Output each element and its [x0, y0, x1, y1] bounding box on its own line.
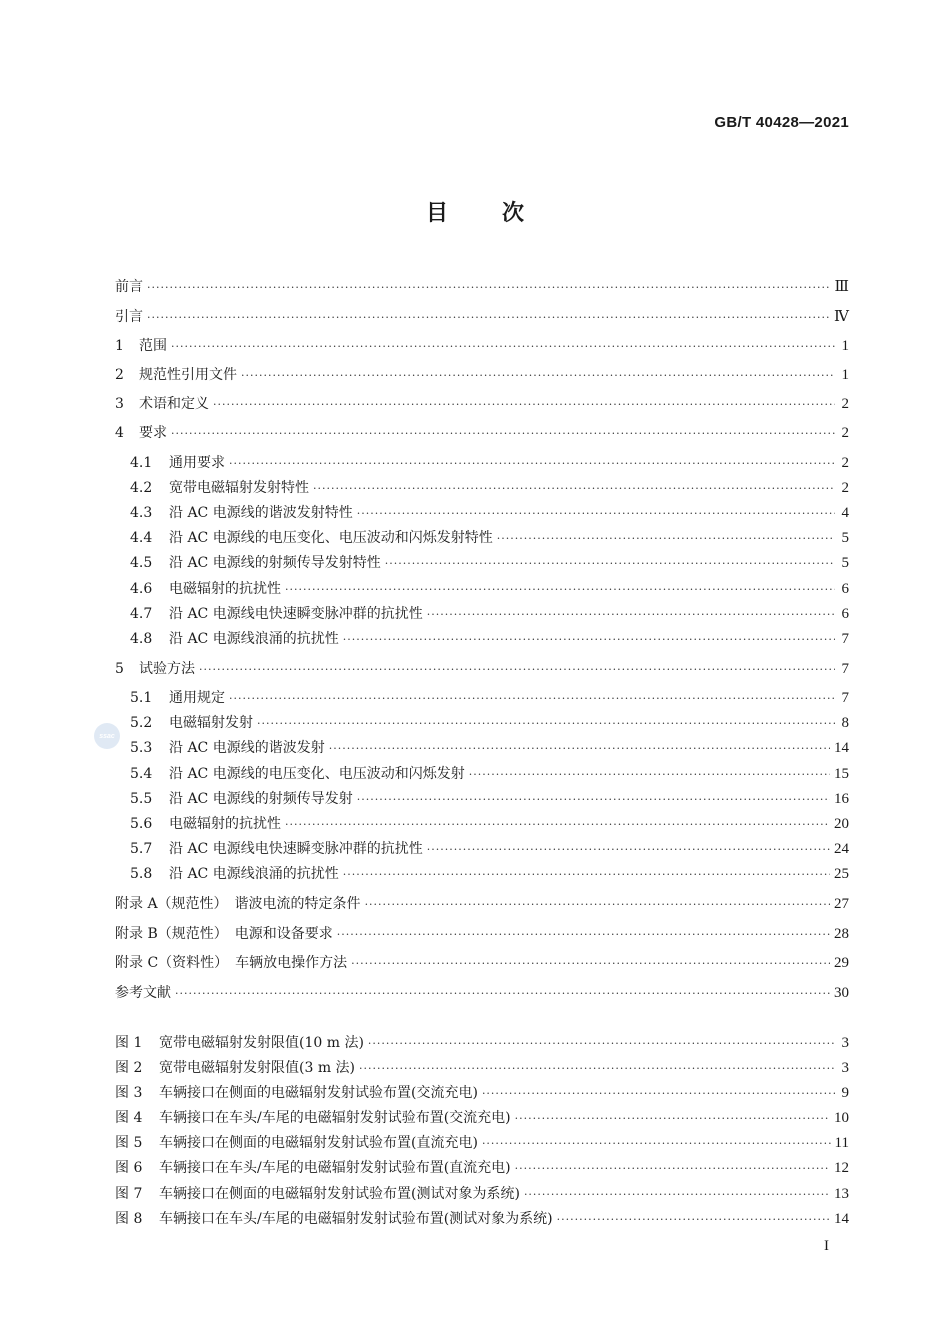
title-char-2: 次	[502, 201, 525, 226]
toc-page-number: 7	[841, 631, 849, 647]
dot-leader	[171, 424, 835, 444]
toc-entry[interactable]	[130, 789, 849, 809]
toc-entry[interactable]	[130, 553, 849, 573]
toc-label: 范围	[139, 338, 167, 354]
dot-leader	[368, 1034, 835, 1054]
toc-number: 3	[115, 396, 124, 412]
toc-page-number: 2	[841, 425, 849, 441]
dot-leader	[241, 366, 835, 386]
toc-label: 通用要求	[169, 455, 225, 471]
toc-page-number: Ⅳ	[834, 309, 849, 325]
toc-page-number: 2	[841, 455, 849, 471]
toc-entry[interactable]	[115, 365, 849, 385]
toc-entry[interactable]	[130, 814, 849, 834]
figure-label: 车辆接口在车头/车尾的电磁辐射发射试验布置(直流充电)	[159, 1160, 511, 1176]
dot-leader	[171, 337, 835, 357]
toc-entry[interactable]	[130, 864, 849, 884]
toc-number: 4.7	[130, 606, 153, 622]
figure-entry[interactable]	[115, 1033, 849, 1053]
dot-leader	[147, 308, 830, 328]
figure-label: 车辆接口在侧面的电磁辐射发射试验布置(直流充电)	[159, 1135, 478, 1151]
toc-entry[interactable]	[115, 423, 849, 443]
toc-number: 4.6	[130, 581, 153, 597]
dot-leader	[365, 895, 830, 915]
figure-entry[interactable]	[115, 1158, 849, 1178]
toc-label: 沿 AC 电源线的电压变化、电压波动和闪烁发射	[169, 766, 465, 782]
dot-leader	[343, 630, 835, 650]
toc-number: 2	[115, 367, 124, 383]
figure-page-number: 10	[834, 1110, 849, 1126]
toc-number: 4	[115, 425, 124, 441]
toc-page-number: 6	[841, 581, 849, 597]
dot-leader	[482, 1084, 835, 1104]
figure-number: 图 8	[115, 1211, 143, 1227]
figure-page-number: 14	[834, 1211, 849, 1227]
dot-leader	[427, 605, 835, 625]
figure-entry[interactable]	[115, 1209, 849, 1229]
toc-label: 电磁辐射的抗扰性	[169, 816, 281, 832]
toc-label: 沿 AC 电源线的射频传导发射特性	[169, 555, 381, 571]
toc-entry[interactable]	[115, 659, 849, 679]
figure-number: 图 6	[115, 1160, 143, 1176]
toc-page-number: 30	[834, 985, 849, 1001]
toc-label: 沿 AC 电源线电快速瞬变脉冲群的抗扰性	[169, 606, 423, 622]
toc-label: 要求	[139, 425, 167, 441]
toc-label: 附录 C（资料性） 车辆放电操作方法	[115, 955, 348, 971]
toc-entry[interactable]	[130, 478, 849, 498]
toc-label: 沿 AC 电源线浪涌的抗扰性	[169, 866, 339, 882]
figure-number: 图 3	[115, 1085, 143, 1101]
toc-label: 规范性引用文件	[139, 367, 237, 383]
toc-page-number: 7	[841, 690, 849, 706]
dot-leader	[359, 1059, 835, 1079]
standard-number: GB/T 40428—2021	[714, 114, 849, 131]
toc-entry[interactable]	[115, 277, 849, 297]
toc-entry[interactable]	[130, 629, 849, 649]
dot-leader	[285, 580, 835, 600]
figure-label: 车辆接口在侧面的电磁辐射发射试验布置(交流充电)	[159, 1085, 478, 1101]
figure-number: 图 4	[115, 1110, 143, 1126]
toc-label: 沿 AC 电源线电快速瞬变脉冲群的抗扰性	[169, 841, 423, 857]
figure-number: 图 7	[115, 1186, 143, 1202]
toc-page-number: 16	[834, 791, 849, 807]
toc-label: 附录 A（规范性） 谐波电流的特定条件	[115, 896, 361, 912]
toc-entry[interactable]	[130, 688, 849, 708]
dot-leader	[229, 689, 835, 709]
toc-page-number: 5	[841, 530, 849, 546]
title-char-1: 目	[425, 201, 448, 226]
toc-label: 沿 AC 电源线的谐波发射特性	[169, 505, 353, 521]
toc-label: 术语和定义	[139, 396, 209, 412]
dot-leader	[199, 660, 835, 680]
dot-leader	[313, 479, 835, 499]
figure-label: 车辆接口在车头/车尾的电磁辐射发射试验布置(测试对象为系统)	[159, 1211, 553, 1227]
toc-page-number: Ⅲ	[834, 279, 849, 295]
figure-page-number: 13	[834, 1186, 849, 1202]
toc-entry[interactable]	[115, 307, 849, 327]
toc-number: 4.2	[130, 480, 153, 496]
toc-label: 电磁辐射的抗扰性	[169, 581, 281, 597]
dot-leader	[469, 765, 830, 785]
toc-label: 沿 AC 电源线的射频传导发射	[169, 791, 353, 807]
toc-entry[interactable]	[130, 453, 849, 473]
dot-leader	[482, 1134, 831, 1154]
figure-entry[interactable]	[115, 1108, 849, 1128]
toc-number: 5.2	[130, 715, 153, 731]
figure-entry[interactable]	[115, 1133, 849, 1153]
figure-number: 图 5	[115, 1135, 143, 1151]
toc-label: 前言	[115, 279, 143, 295]
toc-page-number: 28	[834, 926, 849, 942]
dot-leader	[557, 1210, 830, 1230]
dot-leader	[329, 739, 830, 759]
toc-page-number: 8	[841, 715, 849, 731]
dot-leader	[497, 529, 835, 549]
figure-page-number: 3	[841, 1035, 849, 1051]
figure-page-number: 9	[841, 1085, 849, 1101]
toc-number: 4.5	[130, 555, 153, 571]
toc-page-number: 14	[834, 740, 849, 756]
toc-entry[interactable]	[130, 764, 849, 784]
dot-leader	[357, 790, 830, 810]
toc-label: 宽带电磁辐射发射特性	[169, 480, 309, 496]
toc-label: 引言	[115, 309, 143, 325]
toc-page-number: 1	[841, 367, 849, 383]
toc-entry[interactable]	[115, 924, 849, 944]
toc-page-number: 5	[841, 555, 849, 571]
toc-label: 参考文献	[115, 985, 171, 1001]
toc-label: 试验方法	[139, 661, 195, 677]
dot-leader	[175, 984, 830, 1004]
figure-entry[interactable]	[115, 1184, 849, 1204]
toc-entry[interactable]	[130, 604, 849, 624]
toc-label: 沿 AC 电源线的电压变化、电压波动和闪烁发射特性	[169, 530, 493, 546]
toc-label: 沿 AC 电源线的谐波发射	[169, 740, 325, 756]
toc-page-number: 6	[841, 606, 849, 622]
toc-number: 5	[115, 661, 124, 677]
dot-leader	[515, 1159, 830, 1179]
toc-number: 4.4	[130, 530, 153, 546]
figure-number: 图 2	[115, 1060, 143, 1076]
toc-label: 电磁辐射发射	[169, 715, 253, 731]
dot-leader	[257, 714, 835, 734]
toc-number: 5.6	[130, 816, 153, 832]
toc-number: 5.3	[130, 740, 153, 756]
toc-page-number: 25	[834, 866, 849, 882]
figure-entry[interactable]	[115, 1083, 849, 1103]
toc-entry[interactable]	[130, 503, 849, 523]
figure-label: 宽带电磁辐射发射限值(10 m 法)	[159, 1035, 364, 1051]
page-number: I	[824, 1238, 829, 1254]
watermark-logo: ssac	[94, 723, 120, 749]
toc-number: 4.8	[130, 631, 153, 647]
toc-entry[interactable]	[115, 394, 849, 414]
dot-leader	[213, 395, 835, 415]
toc-page-number: 24	[834, 841, 849, 857]
toc-number: 4.1	[130, 455, 153, 471]
toc-label: 通用规定	[169, 690, 225, 706]
figure-entry[interactable]	[115, 1058, 849, 1078]
toc-page-number: 20	[834, 816, 849, 832]
toc-label: 附录 B（规范性） 电源和设备要求	[115, 926, 333, 942]
figure-label: 宽带电磁辐射发射限值(3 m 法)	[159, 1060, 356, 1076]
toc-page-number: 2	[841, 396, 849, 412]
dot-leader	[343, 865, 830, 885]
toc-entry[interactable]	[130, 738, 849, 758]
toc-page-number: 1	[841, 338, 849, 354]
dot-leader	[515, 1109, 830, 1129]
toc-entry[interactable]	[115, 983, 849, 1003]
toc-entry[interactable]	[115, 953, 849, 973]
figure-number: 图 1	[115, 1035, 143, 1051]
dot-leader	[337, 925, 830, 945]
dot-leader	[351, 954, 830, 974]
toc-number: 5.1	[130, 690, 153, 706]
dot-leader	[385, 554, 835, 574]
toc-number: 1	[115, 338, 124, 354]
figure-page-number: 12	[834, 1160, 849, 1176]
toc-entry[interactable]	[115, 336, 849, 356]
figure-page-number: 11	[834, 1135, 849, 1151]
toc-entry[interactable]	[115, 894, 849, 914]
toc-entry[interactable]	[130, 713, 849, 733]
dot-leader	[285, 815, 830, 835]
toc-number: 5.5	[130, 791, 153, 807]
dot-leader	[229, 454, 835, 474]
toc-label: 沿 AC 电源线浪涌的抗扰性	[169, 631, 339, 647]
toc-entry[interactable]	[130, 528, 849, 548]
dot-leader	[147, 278, 831, 298]
toc-number: 5.8	[130, 866, 153, 882]
toc-page-number: 7	[841, 661, 849, 677]
figure-label: 车辆接口在车头/车尾的电磁辐射发射试验布置(交流充电)	[159, 1110, 511, 1126]
toc-entry[interactable]	[130, 579, 849, 599]
toc-page-number: 2	[841, 480, 849, 496]
figure-label: 车辆接口在侧面的电磁辐射发射试验布置(测试对象为系统)	[159, 1186, 520, 1202]
toc-page-number: 4	[841, 505, 849, 521]
toc-page-number: 15	[834, 766, 849, 782]
toc-entry[interactable]	[130, 839, 849, 859]
toc-page-number: 29	[834, 955, 849, 971]
toc-number: 5.4	[130, 766, 153, 782]
dot-leader	[357, 504, 835, 524]
toc-number: 5.7	[130, 841, 153, 857]
toc-page-number: 27	[834, 896, 849, 912]
dot-leader	[524, 1185, 830, 1205]
toc-number: 4.3	[130, 505, 153, 521]
figure-page-number: 3	[841, 1060, 849, 1076]
dot-leader	[427, 840, 830, 860]
page-title	[0, 196, 950, 227]
